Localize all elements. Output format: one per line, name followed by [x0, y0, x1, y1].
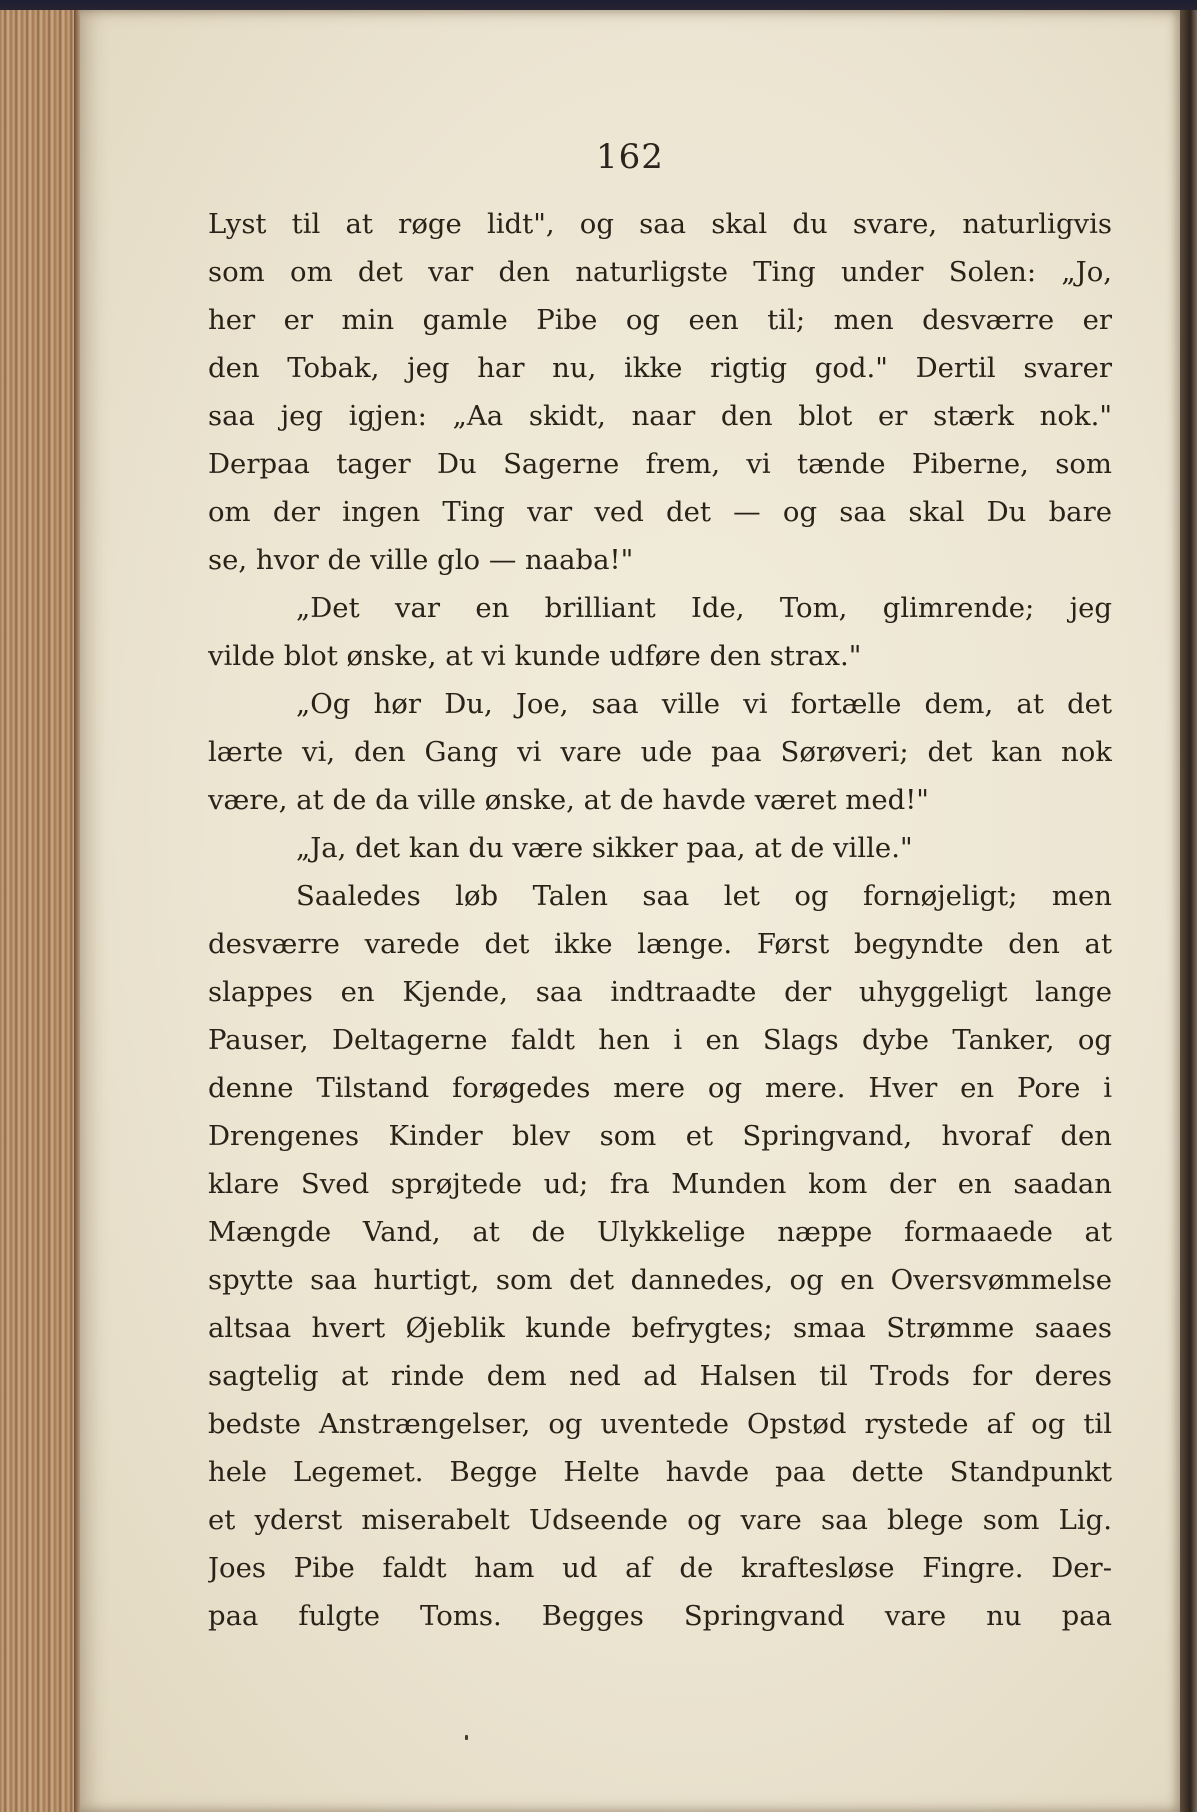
page-number: 162 — [596, 137, 664, 177]
text-line: denne Tilstand forøgedes mere og mere. Hver en Pore i — [208, 1072, 1112, 1104]
text-line: Mængde Vand, at de Ulykkelige næppe formaaede at — [208, 1216, 1112, 1248]
text-line: om der ingen Ting var ved det — og saa skal Du bare — [208, 496, 1112, 528]
text-line: paa fulgte Toms. Begges Springvand vare nu paa — [208, 1600, 1112, 1632]
text-line: her er min gamle Pibe og een til; men desværre er — [208, 304, 1112, 336]
text-line: Saaledes løb Talen saa let og fornøjeligt; men — [296, 880, 1112, 912]
text-line: være, at de da ville ønske, at de havde været med!" — [208, 784, 929, 816]
right-page-edge — [1180, 10, 1197, 1812]
text-line: klare Sved sprøjtede ud; fra Munden kom der en saadan — [208, 1168, 1112, 1200]
text-line: som om det var den naturligste Ting under Solen: „Jo, — [208, 256, 1112, 288]
text-line: Lyst til at røge lidt", og saa skal du svare, naturligvis — [208, 208, 1112, 240]
ink-speck — [465, 1735, 468, 1740]
text-line: vilde blot ønske, at vi kunde udføre den strax." — [208, 640, 862, 672]
text-line: bedste Anstrængelser, og uventede Opstød rystede af og til — [208, 1408, 1112, 1440]
body-text — [208, 200, 1112, 1640]
text-line: saa jeg igjen: „Aa skidt, naar den blot er stærk nok." — [208, 400, 1112, 432]
text-line: den Tobak, jeg har nu, ikke rigtig god." Dertil svarer — [208, 352, 1112, 384]
text-line: hele Legemet. Begge Helte havde paa dette Standpunkt — [208, 1456, 1112, 1488]
text-line: „Det var en brilliant Ide, Tom, glimrende; jeg — [296, 592, 1112, 624]
text-line: „Ja, det kan du være sikker paa, at de ville." — [296, 832, 913, 864]
text-line: slappes en Kjende, saa indtraadte der uhyggeligt lange — [208, 976, 1112, 1008]
text-line: sagtelig at rinde dem ned ad Halsen til Trods for deres — [208, 1360, 1112, 1392]
text-line: altsaa hvert Øjeblik kunde befrygtes; smaa Strømme saaes — [208, 1312, 1112, 1344]
text-line: „Og hør Du, Joe, saa ville vi fortælle dem, at det — [296, 688, 1112, 720]
text-line: Drengenes Kinder blev som et Springvand, hvoraf den — [208, 1120, 1112, 1152]
text-line: Derpaa tager Du Sagerne frem, vi tænde Piberne, som — [208, 448, 1112, 480]
text-line: Pauser, Deltagerne faldt hen i en Slags dybe Tanker, og — [208, 1024, 1112, 1056]
text-line: Joes Pibe faldt ham ud af de kraftesløse Fingre. Der- — [208, 1552, 1112, 1584]
page-stack-edges — [0, 10, 80, 1812]
text-line: desværre varede det ikke længe. Først begyndte den at — [208, 928, 1112, 960]
text-line: spytte saa hurtigt, som det dannedes, og en Oversvømmelse — [208, 1264, 1112, 1296]
text-line: et yderst miserabelt Udseende og vare saa blege som Lig. — [208, 1504, 1112, 1536]
text-line: se, hvor de ville glo — naaba!" — [208, 544, 634, 576]
text-line: lærte vi, den Gang vi vare ude paa Sørøveri; det kan nok — [208, 736, 1112, 768]
